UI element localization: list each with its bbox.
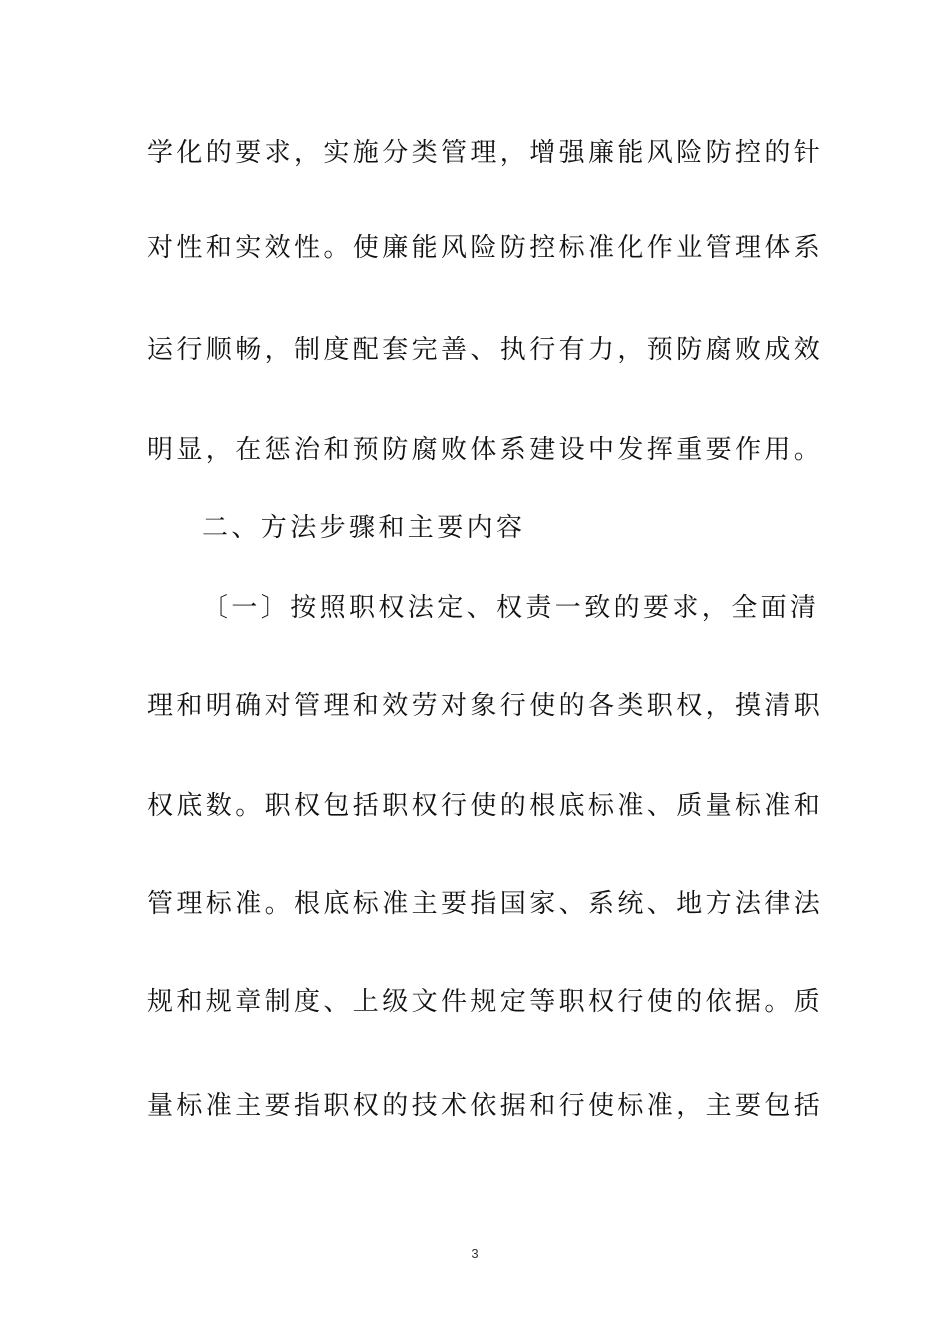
paragraph-line-8: 管理标准。根底标准主要指国家、系统、地方法律法 <box>147 889 824 919</box>
paragraph-line-6: 理和明确对管理和效劳对象行使的各类职权，摸清职 <box>147 691 824 721</box>
paragraph-line-10: 量标准主要指职权的技术依据和行使标准，主要包括 <box>147 1091 824 1121</box>
paragraph-line-1: 学化的要求，实施分类管理，增强廉能风险防控的针 <box>147 138 824 168</box>
paragraph-line-4: 明显，在惩治和预防腐败体系建设中发挥重要作用。 <box>147 435 824 465</box>
paragraph-line-9: 规和规章制度、上级文件规定等职权行使的依据。质 <box>147 987 824 1017</box>
section-heading: 二、方法步骤和主要内容 <box>202 513 526 543</box>
page-number: 3 <box>471 1246 479 1261</box>
paragraph-line-3: 运行顺畅，制度配套完善、执行有力，预防腐败成效 <box>147 335 824 365</box>
paragraph-line-5: 〔一〕按照职权法定、权责一致的要求，全面清 <box>202 593 820 623</box>
paragraph-line-2: 对性和实效性。使廉能风险防控标准化作业管理体系 <box>147 233 824 263</box>
paragraph-line-7: 权底数。职权包括职权行使的根底标准、质量标准和 <box>147 791 824 821</box>
